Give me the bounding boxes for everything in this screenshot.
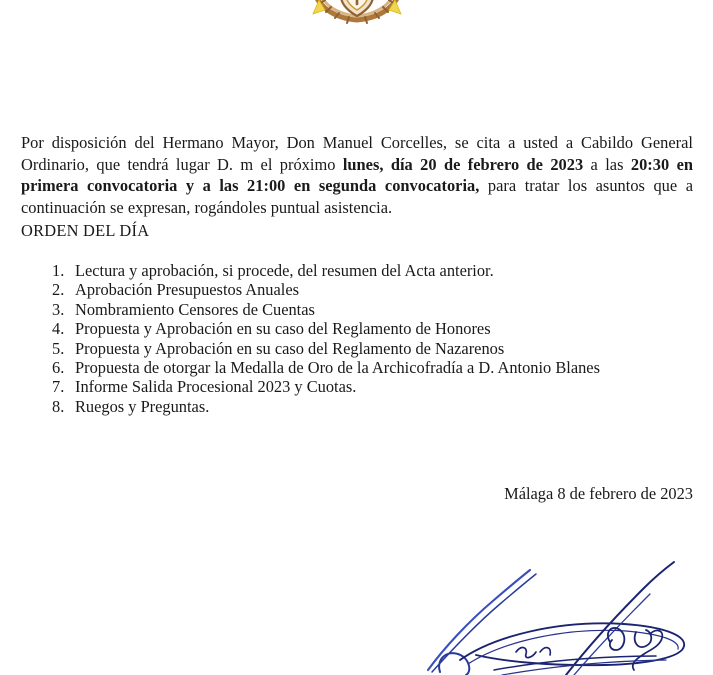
agenda-item <box>45 339 695 358</box>
agenda-item-label: Lectura y aprobación, si procede, del resumen del Acta anterior. <box>75 261 494 280</box>
paragraph-text-run: a las <box>583 154 631 174</box>
heraldic-crest-icon <box>303 0 411 28</box>
paragraph-bold-run: 20:30 en primera convocatoria y a las 21:00 en segunda convocatoria, <box>21 154 693 196</box>
agenda-list <box>45 261 695 416</box>
emblem-container <box>0 0 713 30</box>
agenda-item-label: Propuesta de otorgar la Medalla de Oro de la Archicofradía a D. Antonio Blanes <box>75 357 600 377</box>
agenda-item <box>45 397 695 416</box>
agenda-item-number: 7. <box>52 377 65 397</box>
agenda-heading: ORDEN DEL DÍA <box>21 221 150 240</box>
agenda-item <box>45 300 695 319</box>
agenda-item <box>45 261 695 280</box>
paragraph-text-run: para tratar los asuntos que a continuación se expresan, rogándoles puntual asistencia. <box>21 176 693 217</box>
agenda-item-label: Propuesta y Aprobación en su caso del Reglamento de Nazarenos <box>75 338 505 358</box>
signature-container <box>398 556 713 675</box>
agenda-item <box>45 319 695 338</box>
agenda-item-number: 5. <box>52 338 65 358</box>
agenda-item-number: 8. <box>52 396 65 416</box>
agenda-item-number: 1. <box>52 261 65 280</box>
agenda-item-label: Informe Salida Procesional 2023 y Cuotas. <box>75 377 357 397</box>
agenda-item-number: 3. <box>52 299 65 319</box>
agenda-item-number: 4. <box>52 319 65 339</box>
convocation-paragraph <box>21 132 693 218</box>
agenda-item <box>45 280 695 299</box>
agenda-item <box>45 358 695 377</box>
agenda-item-number: 2. <box>52 280 65 300</box>
paragraph-bold-run: lunes, día 20 de febrero de 2023 <box>342 154 584 174</box>
agenda-item-label: Propuesta y Aprobación en su caso del Reglamento de Honores <box>75 319 491 339</box>
place-and-date: Málaga 8 de febrero de 2023 <box>504 484 693 503</box>
agenda-item <box>45 377 695 396</box>
handwritten-signature-icon <box>398 556 713 675</box>
agenda-item-label: Ruegos y Preguntas. <box>75 396 210 416</box>
agenda-item-number: 6. <box>52 357 65 377</box>
agenda-item-label: Nombramiento Censores de Cuentas <box>75 299 315 319</box>
agenda-item-label: Aprobación Presupuestos Anuales <box>75 280 299 300</box>
paragraph-text-run: Por disposición del Hermano Mayor, Don Manuel Corcelles, se cita a usted a Cabildo General Ordinario, que tendrá lugar D. m el próximo <box>21 133 693 174</box>
